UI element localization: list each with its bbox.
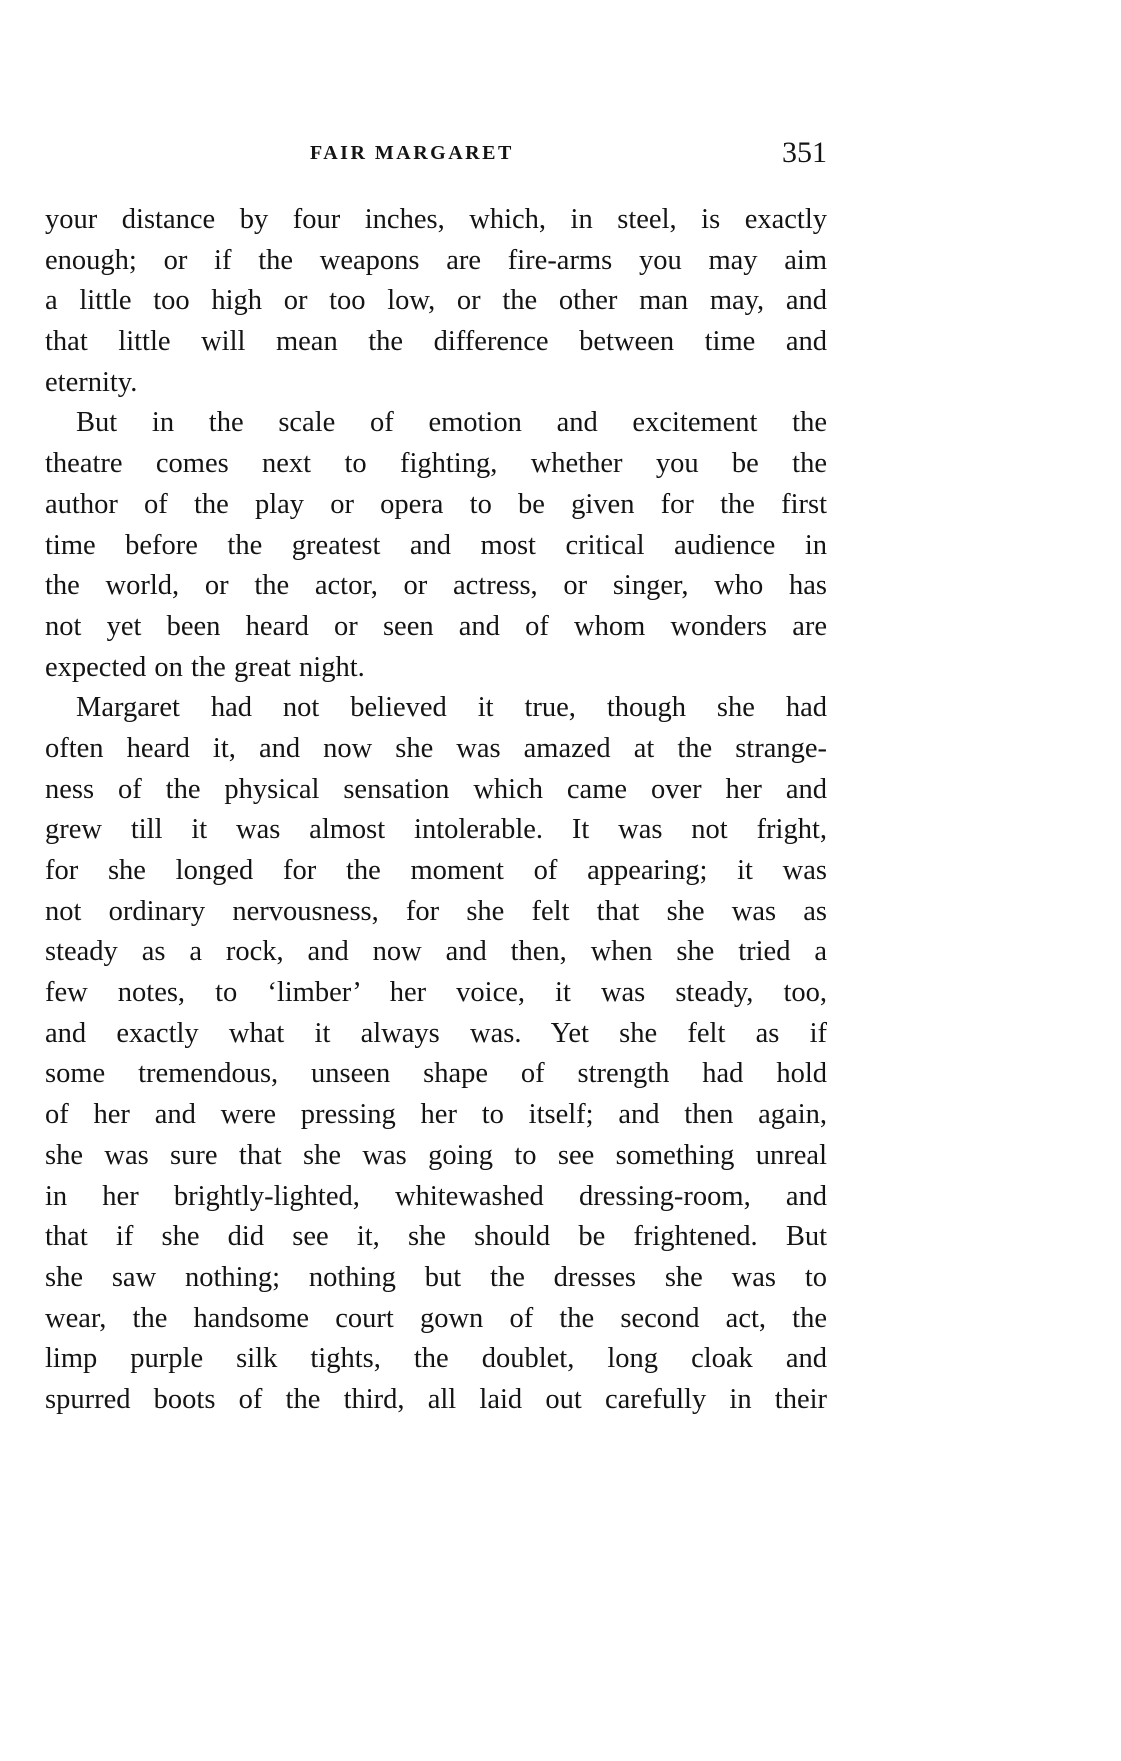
text-line: not yet been heard or seen and of whom wonders are <box>45 610 827 642</box>
text-line: in her brightly-lighted, whitewashed dressing-room, and <box>45 1180 827 1212</box>
text-line: not ordinary nervousness, for she felt that she was as <box>45 895 827 927</box>
text-line: Margaret had not believed it true, though she had <box>76 692 827 724</box>
running-title: FAIR MARGARET <box>310 142 514 164</box>
text-line: that little will mean the difference between time and <box>45 326 827 358</box>
text-line: spurred boots of the third, all laid out carefully in their <box>45 1383 827 1415</box>
text-line: often heard it, and now she was amazed at the strange- <box>45 732 827 764</box>
text-line: some tremendous, unseen shape of strength had hold <box>45 1058 827 1090</box>
text-line: time before the greatest and most critical audience in <box>45 529 827 561</box>
text-line: ness of the physical sensation which came over her and <box>45 773 827 805</box>
text-line: she saw nothing; nothing but the dresses she was to <box>45 1261 827 1293</box>
text-line: for she longed for the moment of appearing; it was <box>45 855 827 886</box>
text-line: your distance by four inches, which, in steel, is exactly <box>45 204 827 235</box>
text-line: and exactly what it always was. Yet she felt as if <box>45 1017 827 1049</box>
page-number: 351 <box>782 136 827 169</box>
text-line: But in the scale of emotion and excitement the <box>76 407 827 439</box>
text-line: steady as a rock, and now and then, when she tried a <box>45 936 827 968</box>
text-line: of her and were pressing her to itself; and then again, <box>45 1099 827 1131</box>
text-line: that if she did see it, she should be frightened. But <box>45 1221 827 1253</box>
text-line: a little too high or too low, or the other man may, and <box>45 285 827 317</box>
text-line: grew till it was almost intolerable. It was not fright, <box>45 814 827 846</box>
text-line: eternity. <box>45 366 138 398</box>
text-line: enough; or if the weapons are fire-arms you may aim <box>45 244 827 276</box>
text-line: wear, the handsome court gown of the second act, the <box>45 1302 827 1334</box>
running-header <box>45 136 827 172</box>
text-line: the world, or the actor, or actress, or singer, who has <box>45 570 827 602</box>
text-line: author of the play or opera to be given for the first <box>45 488 827 520</box>
text-line: expected on the great night. <box>45 651 365 683</box>
text-line: she was sure that she was going to see something unreal <box>45 1139 827 1171</box>
text-line: theatre comes next to fighting, whether you be the <box>45 448 827 480</box>
text-line: few notes, to ‘limber’ her voice, it was steady, too, <box>45 977 827 1009</box>
body-text <box>45 200 827 1421</box>
text-line: limp purple silk tights, the doublet, long cloak and <box>45 1343 827 1375</box>
